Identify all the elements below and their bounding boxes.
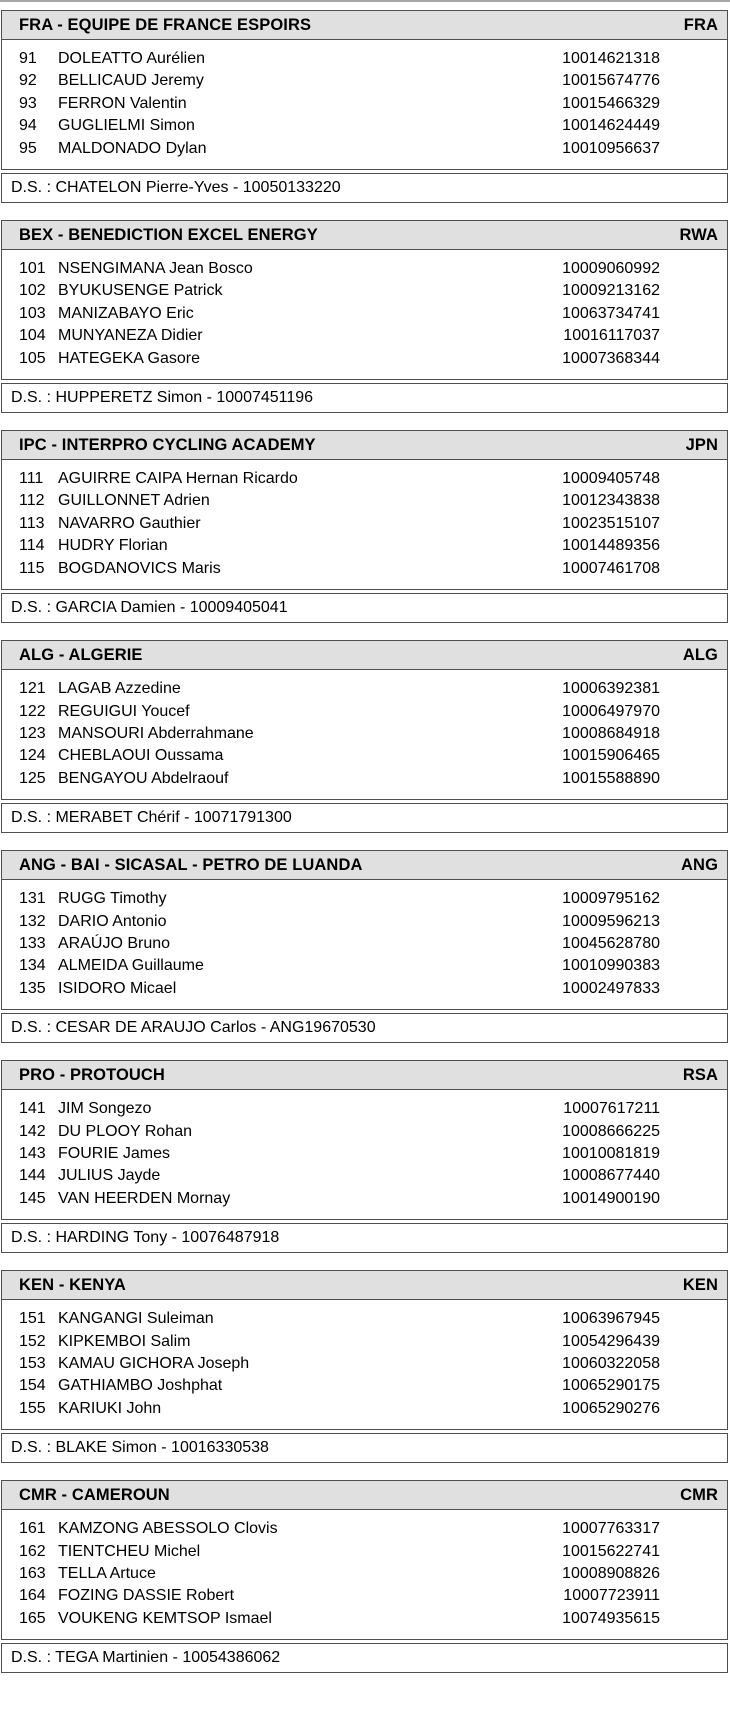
rider-row [2, 745, 727, 767]
rider-uci-id: 10009060992 [562, 260, 660, 278]
rider-row [2, 1541, 727, 1563]
rider-uci-id: 10009213162 [562, 282, 660, 300]
rider-uci-id: 10009596213 [562, 912, 660, 930]
rider-row [2, 955, 727, 977]
rider-name: NSENGIMANA Jean Bosco [58, 260, 253, 278]
riders-box [2, 880, 727, 1009]
rider-name: DU PLOOY Rohan [58, 1122, 192, 1140]
team-country-code: JPN [685, 435, 718, 454]
team-box [1, 1060, 728, 1220]
rider-bib: 114 [19, 537, 45, 555]
rider-row [2, 1563, 727, 1585]
rider-uci-id: 10007461708 [562, 559, 660, 577]
rider-row [2, 723, 727, 745]
rider-bib: 124 [19, 747, 46, 765]
rider-uci-id: 10010081819 [562, 1144, 660, 1162]
riders-box [2, 670, 727, 799]
ds-box [1, 1643, 728, 1673]
rider-bib: 113 [19, 514, 45, 532]
rider-row [2, 978, 727, 1000]
rider-bib: 133 [19, 934, 46, 952]
rider-uci-id: 10007763317 [562, 1520, 660, 1538]
ds-box [1, 1223, 728, 1253]
rider-row [2, 93, 727, 115]
rider-name: VOUKENG KEMTSOP Ismael [58, 1609, 272, 1627]
riders-box [2, 1300, 727, 1429]
rider-bib: 103 [19, 304, 46, 322]
rider-uci-id: 10012343838 [562, 492, 660, 510]
team-country-code: RWA [679, 225, 718, 244]
rider-uci-id: 10009795162 [562, 890, 660, 908]
rider-bib: 142 [19, 1122, 46, 1140]
rider-uci-id: 10006392381 [562, 680, 660, 698]
rider-bib: 162 [19, 1542, 46, 1560]
rider-name: KAMAU GICHORA Joseph [58, 1355, 250, 1372]
rider-bib: 121 [19, 680, 46, 698]
rider-uci-id: 10045628780 [562, 934, 660, 952]
team-name: IPC - INTERPRO CYCLING ACADEMY [19, 435, 316, 454]
rider-name: MUNYANEZA Didier [58, 327, 203, 345]
rider-name: KANGANGI Suleiman [58, 1310, 214, 1328]
team-country-code: CMR [680, 1485, 718, 1504]
rider-name: MANSOURI Abderrahmane [58, 724, 254, 742]
rider-bib: 135 [19, 979, 46, 997]
rider-name: BENGAYOU Abdelraouf [58, 769, 229, 787]
rider-name: HUDRY Florian [58, 537, 168, 555]
rider-bib: 94 [19, 117, 37, 135]
rider-bib: 91 [19, 50, 37, 67]
rider-bib: 154 [19, 1377, 46, 1395]
rider-row [2, 1375, 727, 1397]
rider-row [2, 1398, 727, 1420]
team-box [1, 1480, 728, 1640]
rider-uci-id: 10074935615 [562, 1609, 660, 1627]
rider-uci-id: 10007368344 [562, 349, 660, 367]
rider-uci-id: 10009405748 [562, 470, 660, 488]
rider-row [2, 1098, 727, 1120]
page-top-cut-line [0, 0, 730, 2]
rider-uci-id: 10015588890 [562, 769, 660, 787]
rider-row [2, 348, 727, 370]
ds-box [1, 593, 728, 623]
rider-bib: 112 [19, 492, 45, 510]
rider-bib: 111 [19, 470, 44, 488]
riders-box [2, 40, 727, 169]
rider-bib: 155 [19, 1399, 46, 1417]
rider-bib: 93 [19, 94, 37, 112]
rider-name: MANIZABAYO Eric [58, 304, 194, 322]
rider-bib: 145 [19, 1189, 46, 1207]
ds-box [1, 383, 728, 413]
team-country-code: RSA [682, 1065, 718, 1084]
rider-row [2, 490, 727, 512]
team-name: ANG - BAI - SICASAL - PETRO DE LUANDA [19, 855, 363, 874]
rider-row [2, 678, 727, 700]
rider-bib: 143 [19, 1144, 46, 1162]
team-header [2, 1271, 727, 1300]
rider-row [2, 535, 727, 557]
team-name: FRA - EQUIPE DE FRANCE ESPOIRS [19, 15, 312, 34]
rider-uci-id: 10060322058 [562, 1355, 660, 1372]
team-block [1, 1480, 728, 1673]
rider-uci-id: 10054296439 [562, 1332, 660, 1350]
team-header [2, 641, 727, 670]
team-header [2, 11, 727, 40]
team-header [2, 851, 727, 880]
rider-row [2, 768, 727, 790]
ds-line: D.S. : HUPPERETZ Simon - 10007451196 [11, 389, 314, 407]
team-box [1, 10, 728, 170]
rider-row [2, 701, 727, 723]
rider-uci-id: 10010990383 [562, 957, 660, 975]
riders-box [2, 1510, 727, 1639]
rider-row [2, 1143, 727, 1165]
rider-name: GUGLIELMI Simon [58, 117, 195, 135]
team-country-code: FRA [683, 15, 718, 34]
team-name: CMR - CAMEROUN [19, 1485, 170, 1504]
rider-uci-id: 10014621318 [562, 50, 660, 67]
ds-line: D.S. : HARDING Tony - 10076487918 [11, 1229, 280, 1247]
rider-uci-id: 10023515107 [562, 514, 660, 532]
ds-line: D.S. : BLAKE Simon - 10016330538 [11, 1439, 269, 1457]
rider-name: ARAÚJO Bruno [58, 934, 171, 952]
rider-row [2, 70, 727, 92]
team-header [2, 1481, 727, 1510]
rider-row [2, 911, 727, 933]
team-name: ALG - ALGERIE [19, 645, 143, 664]
rider-uci-id: 10008684918 [562, 724, 660, 742]
team-block [1, 1060, 728, 1253]
rider-bib: 164 [19, 1587, 46, 1605]
rider-row [2, 1585, 727, 1607]
ds-line: D.S. : CHATELON Pierre-Yves - 10050133220 [11, 179, 341, 197]
rider-bib: 125 [19, 769, 46, 787]
rider-row [2, 468, 727, 490]
rider-name: DARIO Antonio [58, 912, 167, 930]
rider-uci-id: 10063967945 [562, 1310, 660, 1328]
rider-uci-id: 10010956637 [562, 139, 660, 157]
rider-name: HATEGEKA Gasore [58, 349, 200, 367]
team-block [1, 850, 728, 1043]
rider-bib: 131 [19, 890, 46, 908]
rider-bib: 104 [19, 327, 46, 345]
rider-name: ALMEIDA Guillaume [58, 957, 204, 975]
rider-name: TIENTCHEU Michel [58, 1542, 201, 1560]
riders-box [2, 1090, 727, 1219]
rider-uci-id: 10008666225 [562, 1122, 660, 1140]
rider-row [2, 115, 727, 137]
ds-box [1, 1433, 728, 1463]
rider-bib: 101 [19, 260, 46, 278]
rider-bib: 122 [19, 702, 46, 720]
rider-name: TELLA Artuce [58, 1565, 156, 1583]
ds-box [1, 173, 728, 203]
team-name: BEX - BENEDICTION EXCEL ENERGY [19, 225, 318, 244]
riders-box [2, 250, 727, 379]
rider-uci-id: 10014900190 [562, 1189, 660, 1207]
team-name: PRO - PROTOUCH [19, 1065, 165, 1084]
rider-bib: 165 [19, 1609, 46, 1627]
riders-box [2, 460, 727, 589]
team-box [1, 640, 728, 800]
rider-bib: 153 [19, 1355, 46, 1372]
rider-row [2, 303, 727, 325]
team-block [1, 430, 728, 623]
rider-row [2, 280, 727, 302]
rider-bib: 102 [19, 282, 46, 300]
rider-name: BELLICAUD Jeremy [58, 72, 204, 90]
team-box [1, 430, 728, 590]
rider-name: NAVARRO Gauthier [58, 514, 201, 532]
rider-name: KAMZONG ABESSOLO Clovis [58, 1520, 278, 1538]
team-name: KEN - KENYA [19, 1275, 126, 1294]
team-header [2, 1061, 727, 1090]
rider-name: KARIUKI John [58, 1399, 162, 1417]
rider-name: KIPKEMBOI Salim [58, 1332, 191, 1350]
rider-row [2, 1188, 727, 1210]
rider-uci-id: 10015674776 [562, 72, 660, 90]
team-block [1, 10, 728, 203]
team-list [0, 10, 730, 1673]
rider-uci-id: 10063734741 [562, 304, 660, 322]
rider-name: CHEBLAOUI Oussama [58, 747, 224, 765]
rider-uci-id: 10015906465 [562, 747, 660, 765]
rider-row [2, 1308, 727, 1330]
team-block [1, 1270, 728, 1463]
team-box [1, 850, 728, 1010]
rider-bib: 115 [19, 559, 45, 577]
rider-row [2, 1121, 727, 1143]
team-box [1, 1270, 728, 1430]
rider-bib: 151 [19, 1310, 46, 1328]
ds-box [1, 803, 728, 833]
rider-row [2, 1518, 727, 1540]
rider-name: VAN HEERDEN Mornay [58, 1189, 231, 1207]
rider-name: REGUIGUI Youcef [58, 702, 190, 720]
rider-row [2, 1331, 727, 1353]
rider-row [2, 1353, 727, 1375]
rider-bib: 144 [19, 1167, 46, 1185]
rider-name: JULIUS Jayde [58, 1167, 161, 1185]
rider-uci-id: 10065290276 [562, 1399, 660, 1417]
rider-uci-id: 10007617211 [563, 1100, 660, 1118]
team-box [1, 220, 728, 380]
rider-name: FOURIE James [58, 1144, 171, 1162]
rider-bib: 134 [19, 957, 46, 975]
rider-name: FOZING DASSIE Robert [58, 1587, 235, 1605]
rider-uci-id: 10007723911 [563, 1587, 660, 1605]
team-header [2, 221, 727, 250]
rider-name: MALDONADO Dylan [58, 139, 207, 157]
rider-row [2, 933, 727, 955]
rider-name: DOLEATTO Aurélien [58, 50, 206, 67]
rider-uci-id: 10065290175 [562, 1377, 660, 1395]
rider-name: GUILLONNET Adrien [58, 492, 210, 510]
rider-uci-id: 10016117037 [563, 327, 660, 345]
rider-uci-id: 10008677440 [562, 1167, 660, 1185]
rider-name: FERRON Valentin [58, 94, 187, 112]
rider-uci-id: 10014489356 [562, 537, 660, 555]
ds-box [1, 1013, 728, 1043]
rider-row [2, 888, 727, 910]
rider-name: GATHIAMBO Joshphat [58, 1377, 223, 1395]
team-block [1, 640, 728, 833]
ds-line: D.S. : TEGA Martinien - 10054386062 [11, 1649, 281, 1667]
ds-line: D.S. : MERABET Chérif - 10071791300 [11, 809, 292, 827]
rider-name: RUGG Timothy [58, 890, 167, 908]
rider-bib: 95 [19, 139, 37, 157]
rider-name: ISIDORO Micael [58, 979, 177, 997]
rider-bib: 163 [19, 1565, 46, 1583]
rider-bib: 123 [19, 724, 46, 742]
rider-uci-id: 10002497833 [562, 979, 660, 997]
rider-name: BYUKUSENGE Patrick [58, 282, 223, 300]
rider-uci-id: 10006497970 [562, 702, 660, 720]
team-country-code: KEN [682, 1275, 718, 1294]
rider-row [2, 258, 727, 280]
rider-uci-id: 10015466329 [562, 94, 660, 112]
rider-bib: 152 [19, 1332, 46, 1350]
rider-uci-id: 10014624449 [562, 117, 660, 135]
rider-bib: 141 [19, 1100, 46, 1118]
team-header [2, 431, 727, 460]
rider-bib: 161 [19, 1520, 46, 1538]
rider-name: LAGAB Azzedine [58, 680, 181, 698]
rider-name: JIM Songezo [58, 1100, 152, 1118]
rider-row [2, 513, 727, 535]
team-country-code: ALG [682, 645, 718, 664]
rider-row [2, 138, 727, 160]
rider-row [2, 48, 727, 70]
rider-bib: 92 [19, 72, 37, 90]
rider-row [2, 1165, 727, 1187]
rider-row [2, 558, 727, 580]
team-country-code: ANG [681, 855, 718, 874]
rider-uci-id: 10008908826 [562, 1565, 660, 1583]
team-block [1, 220, 728, 413]
rider-row [2, 1608, 727, 1630]
ds-line: D.S. : CESAR DE ARAUJO Carlos - ANG19670530 [11, 1019, 376, 1037]
rider-name: BOGDANOVICS Maris [58, 559, 221, 577]
rider-bib: 105 [19, 349, 46, 367]
rider-name: AGUIRRE CAIPA Hernan Ricardo [58, 470, 298, 488]
rider-row [2, 325, 727, 347]
rider-bib: 132 [19, 912, 46, 930]
rider-uci-id: 10015622741 [562, 1542, 660, 1560]
ds-line: D.S. : GARCIA Damien - 10009405041 [11, 599, 288, 617]
